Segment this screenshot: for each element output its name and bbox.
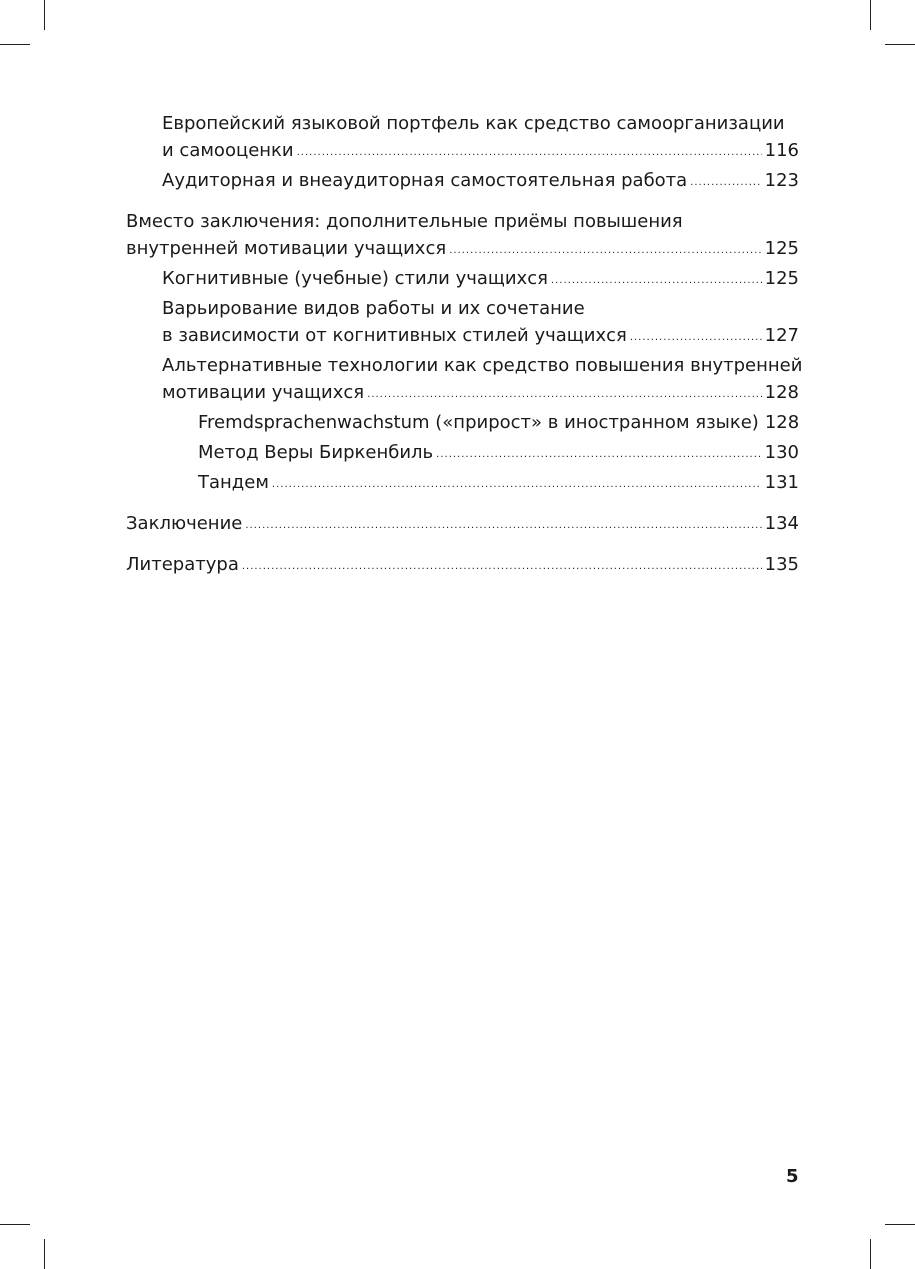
toc-page-number: 135	[764, 554, 799, 575]
toc-entry-title: мотивации учащихся	[162, 382, 365, 403]
crop-mark	[870, 0, 871, 30]
toc-entry-title: Заключение	[126, 513, 243, 534]
toc-entry-title: Fremdsprachenwachstum («прирост» в иностранном языке)	[198, 412, 759, 433]
toc-entry[interactable]	[126, 110, 799, 167]
page-number: 5	[786, 1166, 799, 1187]
toc-entry[interactable]	[126, 295, 799, 352]
dot-leader	[367, 381, 762, 408]
crop-mark	[870, 1239, 871, 1269]
toc-entry-title: Метод Веры Биркенбиль	[198, 442, 434, 463]
crop-mark	[885, 1224, 915, 1225]
toc-entry[interactable]	[126, 265, 799, 295]
toc-page-number: 128	[764, 382, 799, 403]
dot-leader	[272, 471, 762, 498]
toc-page-number: 134	[764, 513, 799, 534]
dot-leader	[630, 324, 762, 351]
crop-mark	[44, 0, 45, 30]
toc-entry-title: Вместо заключения: дополнительные приёмы повышения	[126, 211, 683, 232]
toc-entry[interactable]	[126, 469, 799, 499]
toc-entry[interactable]	[126, 439, 799, 469]
toc-page-number: 130	[764, 442, 799, 463]
toc-entry[interactable]	[126, 510, 799, 540]
dot-leader	[242, 553, 762, 580]
dot-leader	[436, 441, 761, 468]
toc-entry[interactable]	[126, 352, 803, 409]
crop-mark	[44, 1239, 45, 1269]
toc-entry-title: Альтернативные технологии как средство повышения внутренней	[162, 355, 803, 376]
table-of-contents	[126, 110, 803, 581]
dot-leader	[551, 267, 762, 294]
toc-entry-title: Литература	[126, 554, 239, 575]
crop-mark	[0, 44, 30, 45]
toc-entry[interactable]	[126, 167, 799, 197]
toc-entry-title: Когнитивные (учебные) стили учащихся	[162, 268, 548, 289]
toc-page-number: 125	[764, 238, 799, 259]
toc-entry[interactable]	[126, 208, 799, 265]
toc-page-number: 127	[764, 325, 799, 346]
toc-entry-title: внутренней мотивации учащихся	[126, 238, 447, 259]
dot-leader	[449, 237, 761, 264]
toc-entry-title: и самооценки	[162, 140, 294, 161]
toc-page-number: 125	[764, 268, 799, 289]
toc-entry[interactable]	[126, 551, 799, 581]
toc-entry-title: в зависимости от когнитивных стилей учащихся	[162, 325, 627, 346]
dot-leader	[690, 169, 761, 196]
crop-mark	[885, 44, 915, 45]
toc-entry-title: Аудиторная и внеаудиторная самостоятельная работа	[162, 170, 688, 191]
toc-page-number: 123	[764, 170, 799, 191]
toc-page-number: 128	[764, 412, 800, 433]
crop-mark	[0, 1224, 30, 1225]
toc-entry-title: Варьирование видов работы и их сочетание	[162, 298, 585, 319]
toc-entry-title: Европейский языковой портфель как средство самоорганизации	[162, 113, 785, 134]
toc-entry-title: Тандем	[198, 472, 269, 493]
dot-leader	[245, 512, 761, 539]
toc-page-number: 131	[764, 472, 799, 493]
toc-page-number: 116	[764, 140, 799, 161]
dot-leader	[297, 139, 762, 166]
toc-entry[interactable]	[126, 409, 799, 439]
